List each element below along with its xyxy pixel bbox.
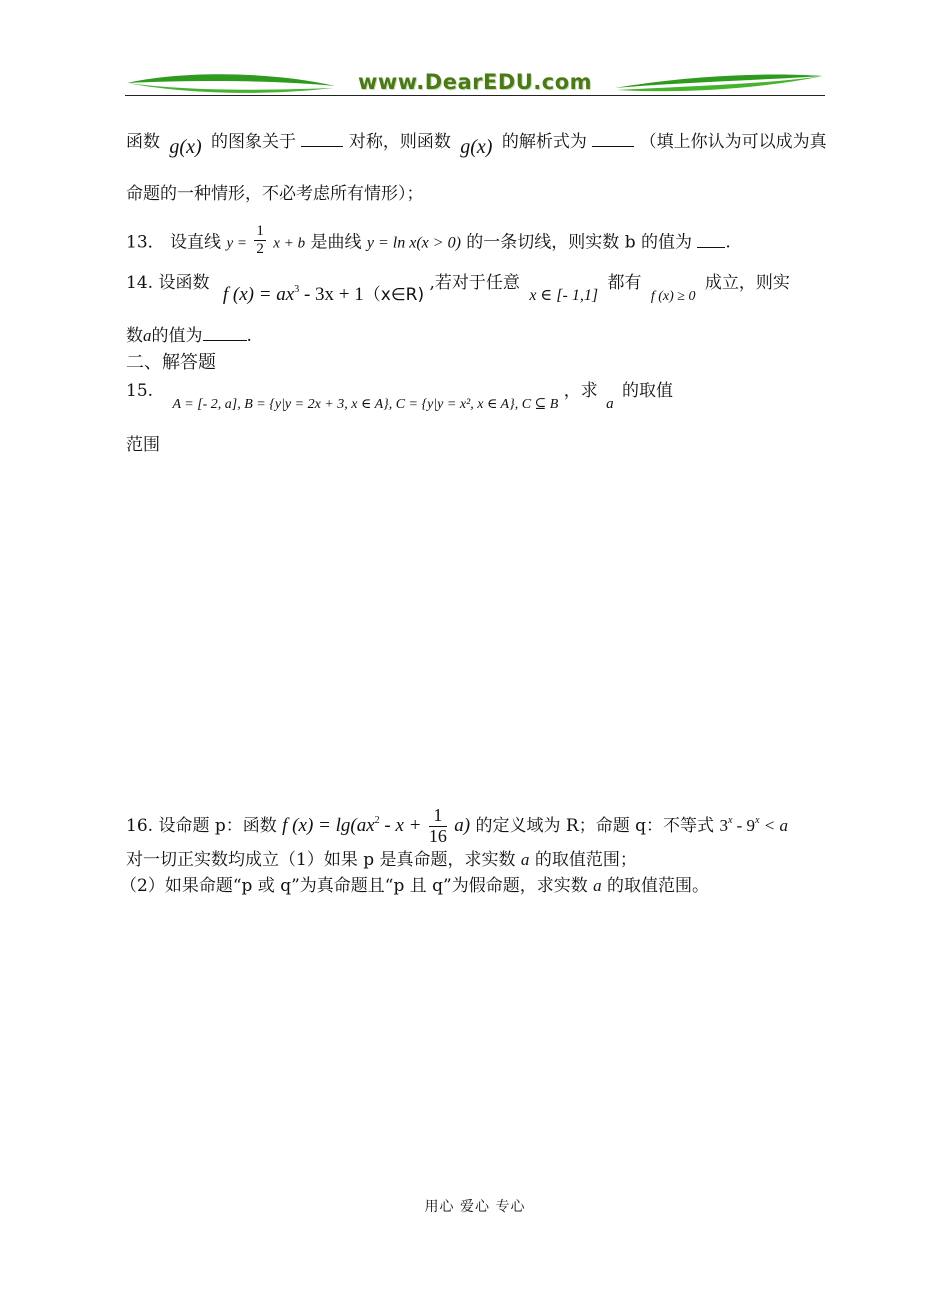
fill-blank: [697, 233, 725, 248]
math-sets: A = [- 2, a], B = {y|y = 2x + 3, x ∈ A}, C = {y|y = x², x ∈ A}, C ⊆ B: [172, 397, 559, 412]
math: < a: [759, 815, 788, 835]
text: （2）如果命题“p 或 q”为真命题且“p 且 q”为假命题，求实数: [120, 876, 588, 896]
q13-line: [126, 223, 731, 260]
q15-line-2: 范围: [126, 435, 160, 455]
q12-line-1: [126, 132, 827, 157]
q16-line-1: [126, 806, 788, 847]
section-heading: 二、解答题: [126, 352, 216, 373]
q14-line-2: [126, 326, 252, 345]
math: y =: [226, 235, 247, 252]
math-var: a: [520, 850, 530, 869]
text: 的定义域为 R；命题 q：不等式: [475, 815, 715, 836]
math: a): [454, 814, 471, 836]
math-gx: g(x): [460, 136, 493, 158]
fraction-denominator: 16: [428, 825, 447, 846]
fraction-numerator: 1: [256, 223, 264, 239]
text: 函数: [126, 132, 160, 152]
text: 的图象关于: [211, 132, 297, 152]
text: 都有: [607, 273, 642, 293]
math-var: a: [143, 326, 152, 345]
fill-blank: [301, 132, 343, 147]
page-footer: 用心 爱心 专心: [424, 1199, 526, 1215]
q16-line-2: [126, 851, 637, 869]
text: （填上你认为可以成为真: [639, 132, 827, 152]
text: 对称，则函数: [348, 132, 451, 152]
math: f (x) = lg(ax: [282, 814, 375, 836]
math-var: a: [606, 396, 614, 412]
fraction-denominator: 2: [256, 240, 264, 257]
text: 的取值范围；: [534, 850, 637, 870]
text: .: [725, 232, 731, 253]
fraction: [254, 223, 266, 257]
math: 3: [719, 815, 728, 835]
superscript: 3: [294, 284, 300, 295]
math: - x +: [379, 814, 422, 836]
q16-line-3: [120, 877, 709, 895]
fill-blank: [592, 132, 634, 147]
math: f (x) ≥ 0: [650, 289, 696, 304]
math: - 3x + 1: [299, 284, 364, 305]
text: 的取值: [622, 381, 674, 401]
math-gx: g(x): [169, 136, 202, 158]
superscript: x: [755, 814, 760, 826]
math: y = ln x(x > 0): [366, 234, 461, 252]
text: 的一条切线，则实数 b 的值为: [466, 232, 692, 253]
text: 设直线: [170, 232, 222, 253]
text: 成立，则实: [704, 273, 790, 293]
question-number: 13．: [126, 232, 165, 253]
question-number: 15.: [126, 381, 154, 401]
math: f (x) = ax: [222, 284, 295, 305]
text: 对一切正实数均成立（1）如果 p 是真命题，求实数: [126, 850, 516, 870]
text: 设函数: [158, 273, 210, 293]
text: 的解析式为: [501, 132, 587, 152]
text: .: [246, 326, 252, 346]
question-number: 14.: [126, 273, 154, 293]
text: 的取值范围。: [607, 876, 710, 896]
math: x + b: [273, 235, 306, 252]
text: 数: [126, 326, 143, 346]
header-rule: [125, 95, 825, 96]
text: 设命题 p：函数: [158, 815, 277, 836]
text: 是曲线: [310, 232, 362, 253]
superscript: 2: [374, 814, 380, 826]
superscript: x: [727, 814, 733, 826]
text: 的值为: [151, 326, 203, 346]
fraction: [429, 806, 447, 847]
fraction-numerator: 1: [429, 806, 447, 827]
math: x ∈ [- 1,1]: [529, 287, 599, 304]
math-var: a: [593, 876, 602, 895]
site-url[interactable]: www.DearEDU.com: [357, 70, 593, 94]
math: - 9: [732, 815, 756, 835]
fill-blank: [203, 326, 247, 341]
q12-line-2: 命题的一种情形，不必考虑所有情形）；: [126, 184, 424, 204]
math: （x∈R): [363, 285, 425, 305]
text: ,若对于任意: [429, 273, 520, 293]
question-number: 16.: [126, 815, 154, 836]
text: ，求: [563, 381, 598, 401]
